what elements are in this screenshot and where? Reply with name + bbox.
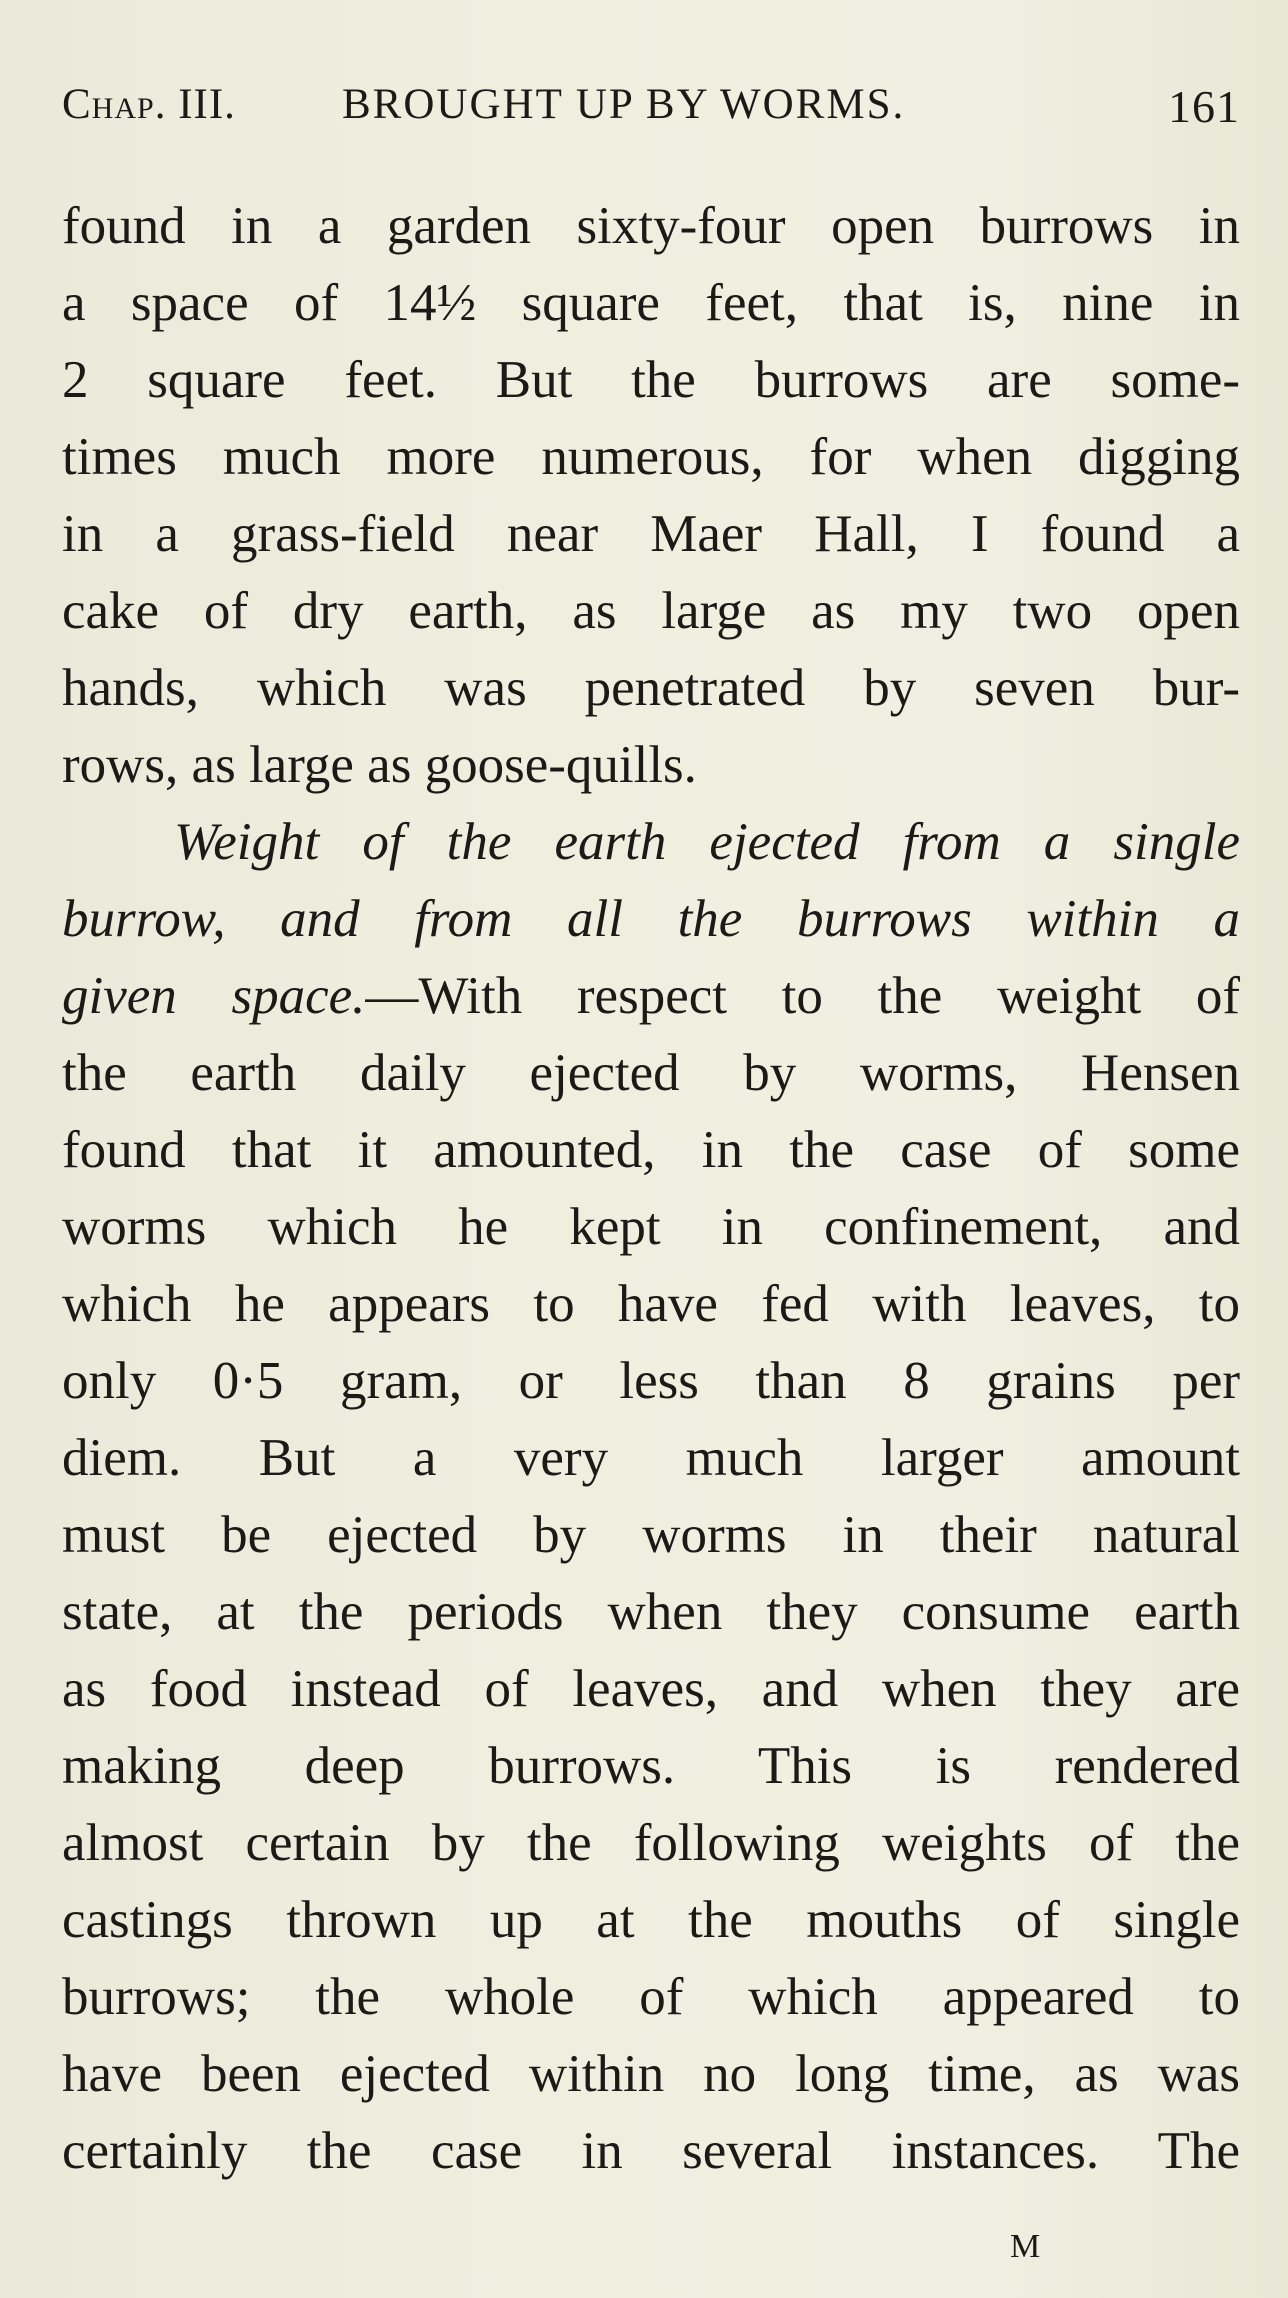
text-line: state, at the periods when they consume earth [62, 1583, 1240, 1641]
text-line: as food instead of leaves, and when they are [62, 1660, 1240, 1718]
text-line: burrows; the whole of which appeared to [62, 1968, 1240, 2026]
running-title: BROUGHT UP BY WORMS. [342, 81, 906, 128]
text-line: worms which he kept in confinement, and [62, 1198, 1240, 1256]
chapter-label: Chap. III. [62, 81, 236, 128]
text-line: which he appears to have fed with leaves, to [62, 1275, 1240, 1333]
section-heading-line: burrow, and from all the burrows within a [62, 890, 1240, 948]
text-line: diem. But a very much larger amount [62, 1429, 1240, 1487]
text-line: in a grass-field near Maer Hall, I found a [62, 505, 1240, 563]
text-line: hands, which was penetrated by seven bur- [62, 659, 1240, 717]
text-line: a space of 14½ square feet, that is, nine in [62, 274, 1240, 332]
text-line: rows, as large as goose-quills. [62, 736, 697, 794]
text-line: have been ejected within no long time, as was [62, 2045, 1240, 2103]
body-text [62, 188, 1240, 2190]
text-line: the earth daily ejected by worms, Hensen [62, 1044, 1240, 1102]
page-number: 161 [1168, 81, 1240, 132]
text-line: making deep burrows. This is rendered [62, 1737, 1240, 1795]
text-line: found in a garden sixty-four open burrows in [62, 197, 1240, 255]
text-line: almost certain by the following weights of the [62, 1814, 1240, 1872]
signature-mark: M [1010, 2228, 1042, 2265]
running-head [62, 80, 1240, 140]
section-heading-line: Weight of the earth ejected from a single [174, 813, 1240, 871]
section-heading-italic: given space. [62, 967, 366, 1025]
text-line: 2 square feet. But the burrows are some- [62, 351, 1240, 409]
text-line: must be ejected by worms in their natural [62, 1506, 1240, 1564]
text-line: certainly the case in several instances. The [62, 2122, 1240, 2180]
text-line: times much more numerous, for when digging [62, 428, 1240, 486]
section-heading-rest: —With respect to the weight of [365, 967, 1241, 1025]
text-line: cake of dry earth, as large as my two open [62, 582, 1240, 640]
section-heading-line [62, 958, 1240, 1035]
text-line: found that it amounted, in the case of some [62, 1121, 1240, 1179]
text-line: castings thrown up at the mouths of single [62, 1891, 1240, 1949]
text-line: only 0·5 gram, or less than 8 grains per [62, 1352, 1240, 1410]
